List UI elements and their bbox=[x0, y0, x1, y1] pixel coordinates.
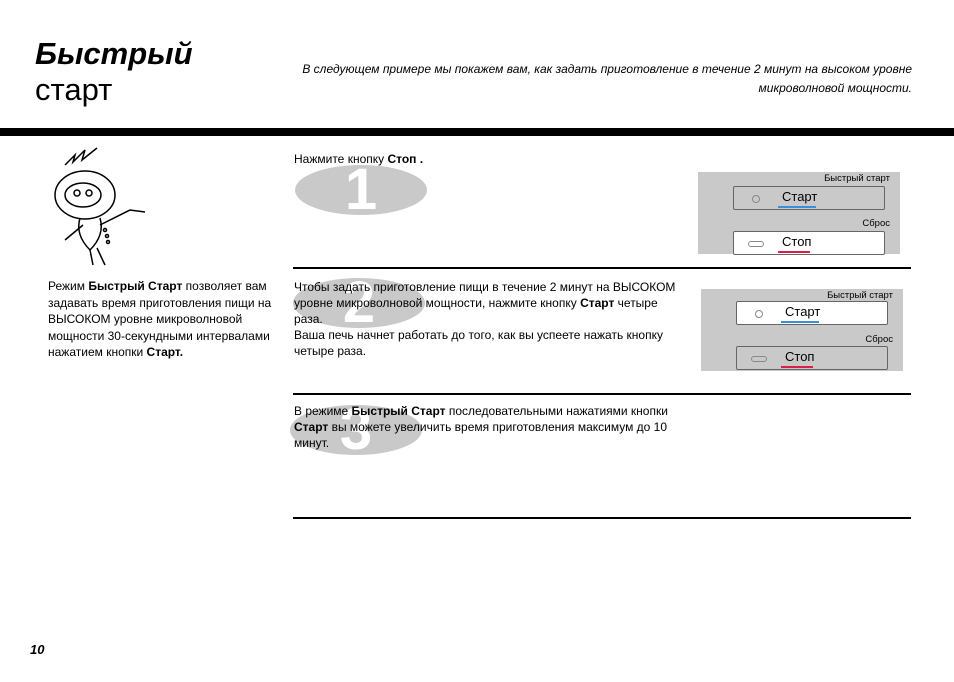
reset-label: Сброс bbox=[865, 334, 893, 345]
page-title-bold: Быстрый bbox=[35, 36, 193, 71]
control-panel-1 bbox=[698, 172, 900, 254]
step-number-3: 3 bbox=[290, 405, 422, 455]
page-title: старт bbox=[35, 72, 113, 107]
header-bar bbox=[0, 128, 954, 136]
stop-button[interactable] bbox=[736, 346, 888, 370]
pill-icon bbox=[751, 356, 767, 362]
circle-icon bbox=[752, 195, 760, 203]
sidebar-description: Режим Быстрый Старт позволяет вам задавать время приготовления пищи на ВЫСОКОМ уровне микроволновой мощности 30-секундными интервалами нажатием кнопки Старт. bbox=[48, 279, 272, 359]
pill-icon bbox=[748, 241, 764, 247]
stop-label: Стоп bbox=[782, 234, 812, 249]
quick-start-label: Быстрый старт bbox=[824, 173, 890, 184]
intro-text: В следующем примере мы покажем вам, как задать приготовление в течение 2 минут на высоком уровне микроволновой мощности. bbox=[302, 62, 912, 95]
step-1-text: Нажмите кнопку Стоп . bbox=[294, 152, 424, 166]
start-label: Старт bbox=[785, 304, 821, 319]
mascot-illustration bbox=[45, 140, 155, 275]
circle-icon bbox=[755, 310, 763, 318]
step-3-text: В режиме Быстрый Старт последовательными нажатиями кнопки Старт вы можете увеличить время приготовления максимум до 10 минут. bbox=[294, 404, 668, 450]
stop-underline bbox=[778, 251, 810, 253]
divider bbox=[293, 267, 911, 269]
page-number: 10 bbox=[30, 642, 45, 657]
start-underline bbox=[778, 206, 816, 208]
start-label: Старт bbox=[782, 189, 818, 204]
start-button[interactable] bbox=[736, 301, 888, 325]
stop-button[interactable] bbox=[733, 231, 885, 255]
step-number-1: 1 bbox=[295, 165, 427, 215]
stop-label: Стоп bbox=[785, 349, 815, 364]
divider bbox=[293, 393, 911, 395]
reset-label: Сброс bbox=[862, 218, 890, 229]
step-number-2: 2 bbox=[293, 278, 425, 328]
start-underline bbox=[781, 321, 819, 323]
quick-start-label: Быстрый старт bbox=[827, 290, 893, 301]
step-2-text: Чтобы задать приготовление пищи в течение 2 минут на ВЫСОКОМ уровне микроволновой мощности, нажмите кнопку Старт четыре раза. Ваша печь начнет работать до того, как вы успеете нажать кнопку четыре раза. bbox=[294, 280, 676, 358]
start-button[interactable] bbox=[733, 186, 885, 210]
control-panel-2 bbox=[701, 289, 903, 371]
divider bbox=[293, 517, 911, 519]
stop-underline bbox=[781, 366, 813, 368]
